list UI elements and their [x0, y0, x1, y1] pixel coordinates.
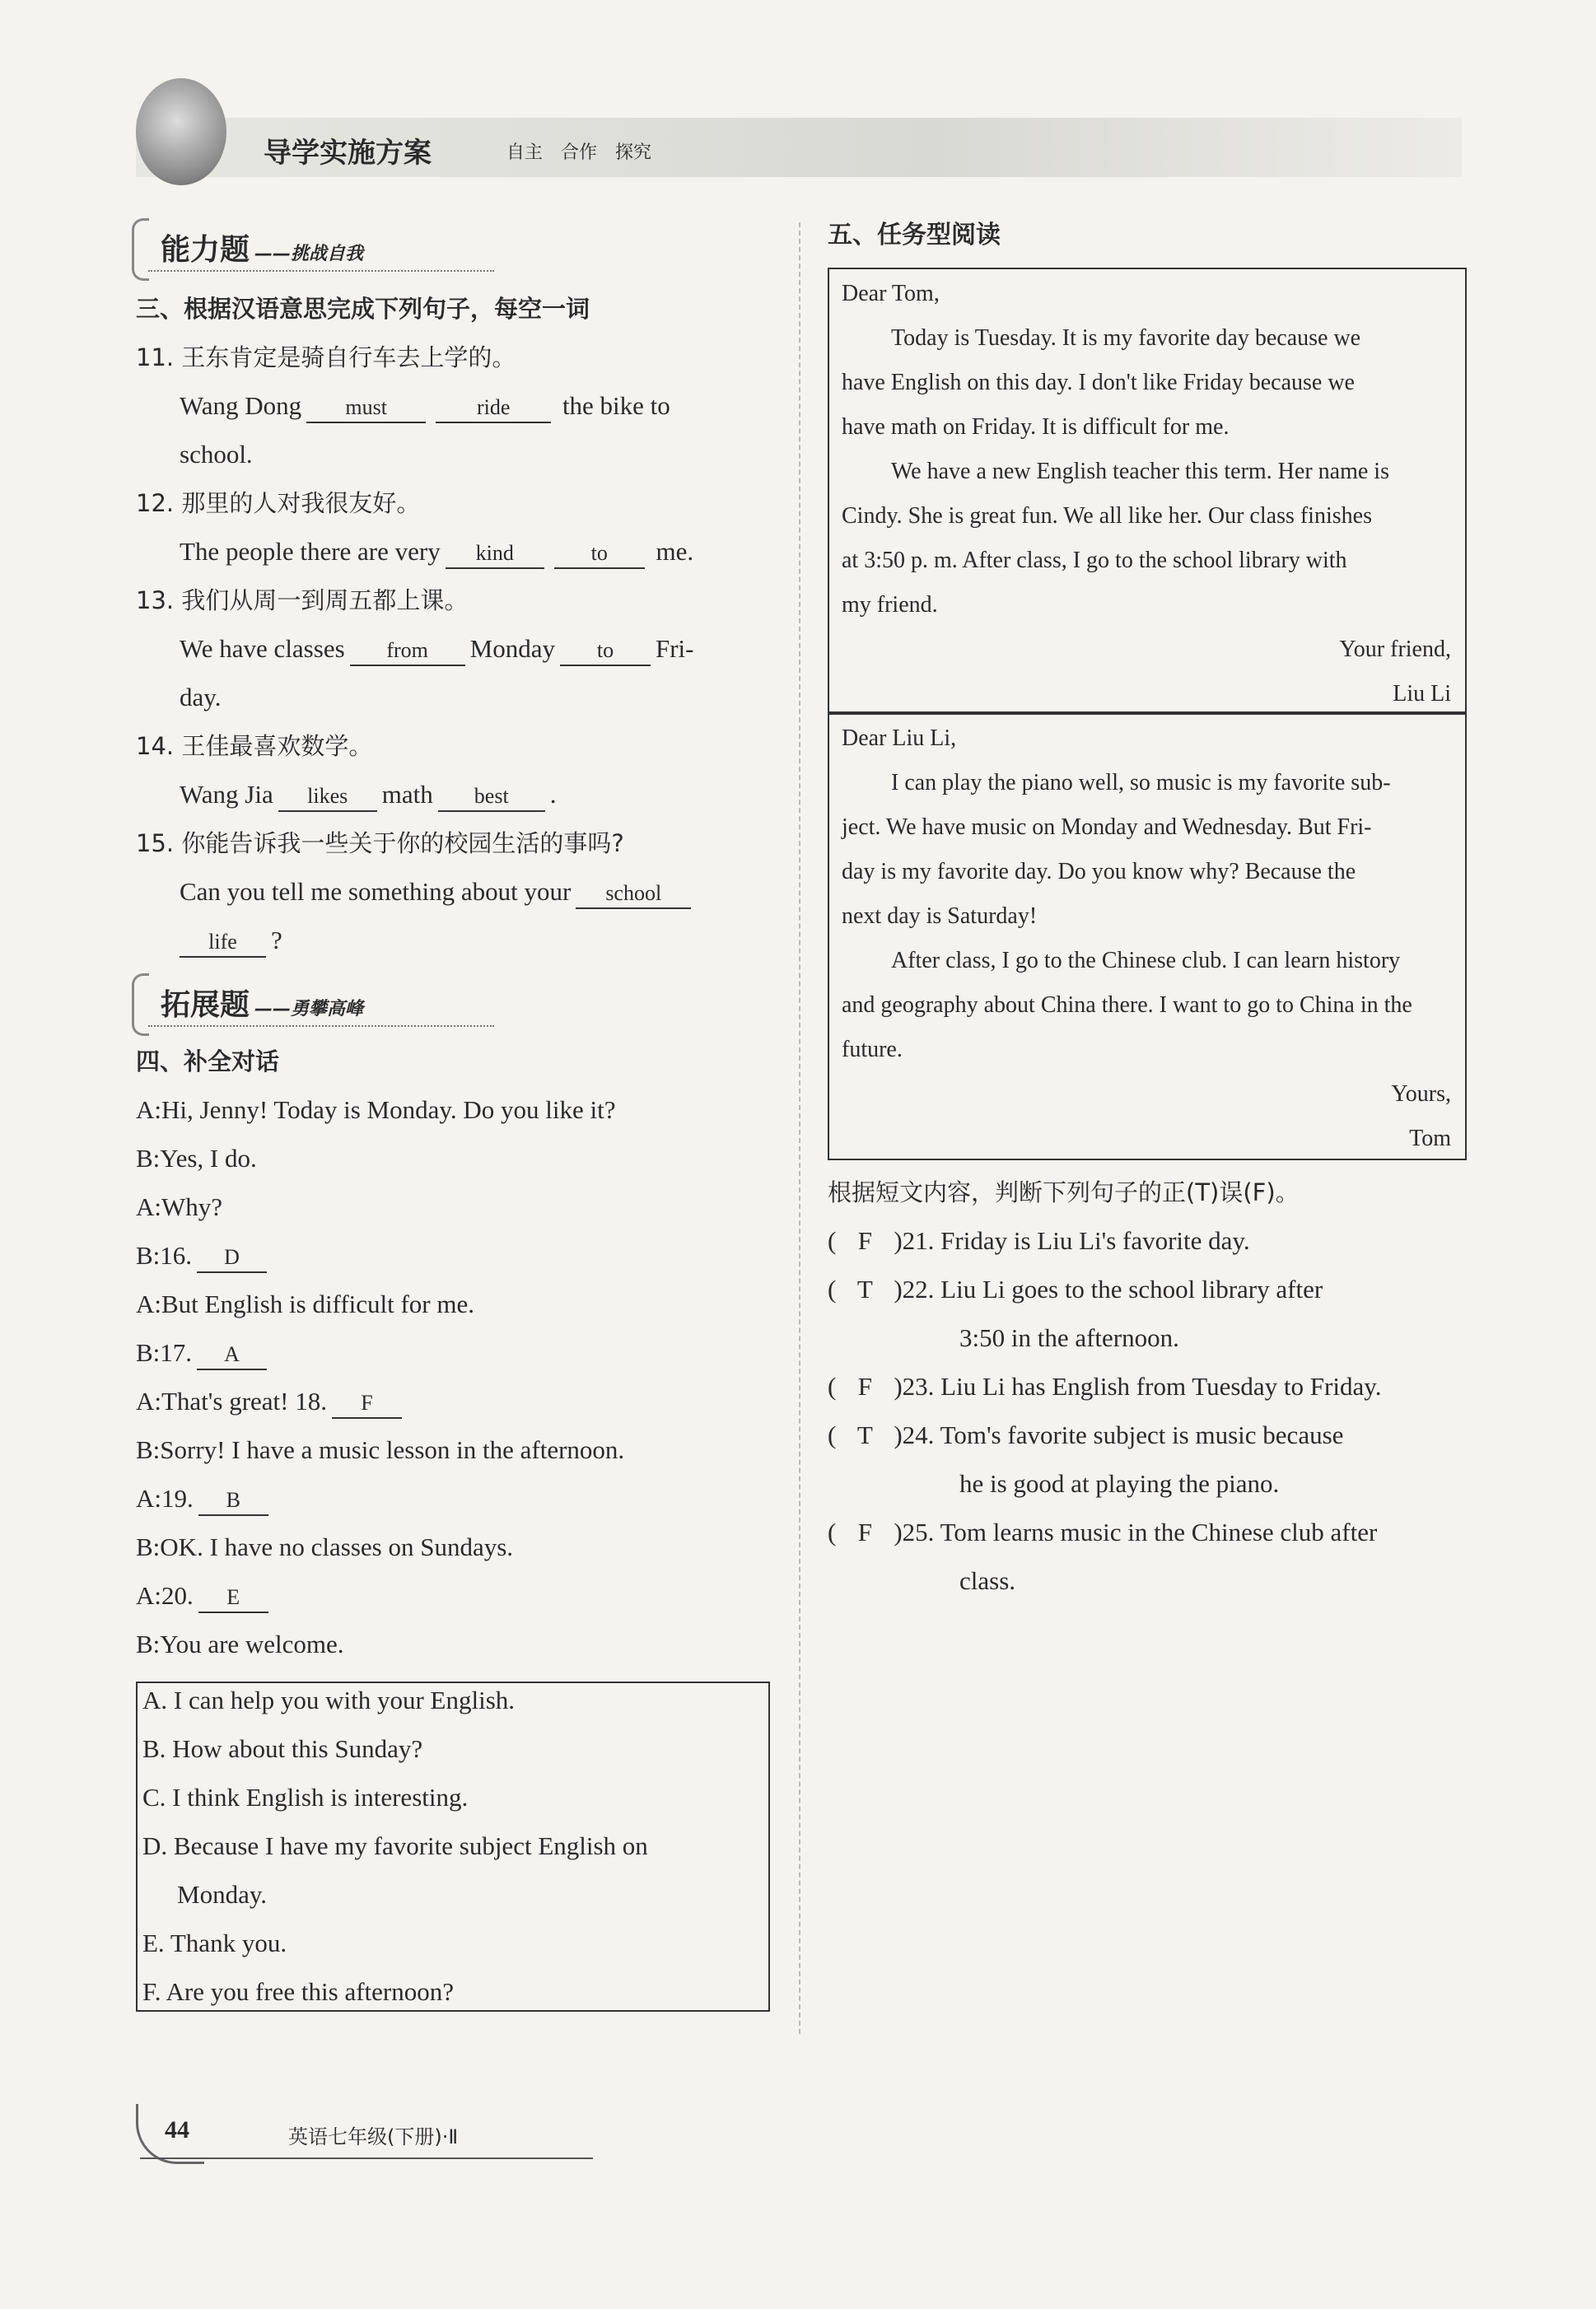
tf-item: ( T )24. Tom's favorite subject is music because [828, 1417, 1343, 1453]
section-bracket [132, 218, 149, 281]
tf-answer[interactable]: F [857, 1372, 872, 1401]
q15-cn: 15. 你能告诉我一些关于你的校园生活的事吗? [136, 829, 624, 857]
q12-cn: 12. 那里的人对我很友好。 [136, 489, 421, 517]
tf-text: )23. Liu Li has English from Tuesday to Friday. [894, 1372, 1382, 1401]
tf-item-cont: 3:50 in the afternoon. [959, 1323, 1179, 1352]
letter2-line: I can play the piano well, so music is my favorite sub- [891, 770, 1391, 795]
tf-item: ( F )21. Friday is Liu Li's favorite day. [828, 1223, 1250, 1259]
q11-en: Wang Dong must ride the bike to [180, 388, 768, 424]
dialog-text: B:Yes, I do. [136, 1144, 257, 1173]
dialog-line [136, 1481, 273, 1517]
letter2-line: Tom [1409, 1126, 1451, 1151]
letter1-line: Liu Li [1393, 681, 1451, 707]
blank[interactable]: from [350, 637, 465, 666]
tf-answer[interactable]: F [857, 1518, 872, 1546]
letter2-line: next day is Saturday! [842, 903, 1038, 929]
blank[interactable]: likes [278, 782, 377, 812]
blank[interactable]: ride [436, 394, 551, 423]
tf-item: ( F )23. Liu Li has English from Tuesday to Friday. [828, 1369, 1381, 1405]
letter2-line: and geography about China there. I want to go to China in the [842, 992, 1412, 1018]
blank[interactable]: kind [446, 539, 544, 569]
answer-blank[interactable]: E [198, 1584, 268, 1613]
header-subtitle: 自主 合作 探究 [506, 142, 652, 163]
q15-cont: life ? [175, 922, 282, 959]
blank[interactable]: school [576, 879, 691, 909]
dialog-text: A:But English is difficult for me. [136, 1290, 475, 1318]
dialog-line [136, 1238, 272, 1274]
dialog-text: A:19. [136, 1484, 194, 1513]
dialog-text: B:OK. I have no classes on Sundays. [136, 1532, 514, 1561]
footer-line [140, 2157, 593, 2159]
dialog-line [136, 1383, 407, 1420]
letter1-line: We have a new English teacher this term. Her name is [891, 459, 1389, 484]
answer-blank[interactable]: B [198, 1486, 268, 1516]
letter1-line: have English on this day. I don't like Friday because we [842, 370, 1355, 395]
dialog-line [136, 1578, 273, 1614]
section-underline [148, 270, 494, 272]
dialog-line [136, 1141, 257, 1177]
dialog-text: B:16. [136, 1241, 193, 1270]
tf-text: )22. Liu Li goes to the school library after [894, 1275, 1323, 1304]
tf-item-cont: class. [959, 1566, 1016, 1595]
tf-item: ( F )25. Tom learns music in the Chinese club after [828, 1514, 1377, 1551]
answer-blank[interactable]: D [197, 1243, 267, 1273]
dialog-line [136, 1432, 624, 1468]
letter2-line: ject. We have music on Monday and Wednesday. But Fri- [842, 814, 1372, 840]
part4-heading: 四、补全对话 [136, 1047, 280, 1075]
mascot-logo [136, 78, 226, 185]
dialog-line [136, 1189, 222, 1225]
letter2-line: day is my favorite day. Do you know why? Because the [842, 859, 1356, 884]
dialog-text: A:Hi, Jenny! Today is Monday. Do you like it? [136, 1095, 616, 1124]
dialog-text: A:That's great! 18. [136, 1387, 327, 1416]
letter1-line: Dear Tom, [842, 281, 940, 306]
page-number: 44 [165, 2116, 189, 2143]
q13-en: We have classes from Monday to Fri- [180, 631, 693, 667]
option-item: C. I think English is interesting. [142, 1783, 469, 1812]
dialog-line [136, 1092, 615, 1128]
q13-cont: day. [180, 683, 222, 711]
q15-en: Can you tell me something about your school [180, 874, 696, 910]
blank[interactable]: to [560, 637, 651, 666]
blank[interactable]: must [306, 394, 426, 423]
letter1-line: at 3:50 p. m. After class, I go to the school library with [842, 548, 1347, 573]
section-underline [148, 1025, 494, 1027]
book-title: 英语七年级(下册)·Ⅱ [288, 2125, 459, 2148]
blank[interactable]: life [180, 928, 266, 958]
letter1-line: have math on Friday. It is difficult for me. [842, 414, 1230, 440]
letter2-line: Yours, [1391, 1081, 1451, 1107]
tf-instruction: 根据短文内容，判断下列句子的正(T)误(F)。 [828, 1178, 1300, 1206]
dialog-text: B:You are welcome. [136, 1630, 344, 1658]
dialog-line [136, 1286, 474, 1322]
letter2-line: Dear Liu Li, [842, 725, 957, 751]
letter1-line: Today is Tuesday. It is my favorite day because we [891, 325, 1361, 351]
header-title: 导学实施方案 [264, 137, 432, 170]
q11-cn: 11. 王东肯定是骑自行车去上学的。 [136, 343, 516, 371]
blank[interactable]: best [438, 782, 545, 812]
dialog-line [136, 1335, 272, 1371]
option-item: Monday. [177, 1880, 268, 1909]
tf-text: )25. Tom learns music in the Chinese club after [894, 1518, 1378, 1546]
dialog-text: A:Why? [136, 1192, 223, 1221]
letter2-line: future. [842, 1037, 903, 1062]
tf-answer[interactable]: T [856, 1275, 873, 1304]
letter1-line: Your friend, [1339, 637, 1451, 662]
tf-text: )21. Friday is Liu Li's favorite day. [894, 1226, 1250, 1255]
letter1-line: my friend. [842, 592, 938, 618]
dialog-text: B:17. [136, 1338, 193, 1367]
section-ability: 能力题 ——挑战自我 [161, 233, 364, 267]
section-extension: 拓展题 ——勇攀高峰 [161, 988, 364, 1022]
dialog-line [136, 1626, 344, 1663]
q11-cont: school. [180, 440, 253, 469]
tf-item-cont: he is good at playing the piano. [959, 1469, 1280, 1498]
q12-en: The people there are very kind to me. [180, 534, 693, 570]
tf-answer[interactable]: F [857, 1226, 872, 1255]
tf-text: )24. Tom's favorite subject is music because [894, 1420, 1344, 1449]
q14-cn: 14. 王佳最喜欢数学。 [136, 732, 373, 760]
column-divider [799, 222, 800, 2034]
letter1-line: Cindy. She is great fun. We all like her. Our class finishes [842, 503, 1372, 529]
option-item: E. Thank you. [142, 1929, 287, 1957]
dialog-line [136, 1529, 513, 1565]
letter2-line: After class, I go to the Chinese club. I can learn history [891, 948, 1401, 973]
blank[interactable]: to [554, 539, 645, 569]
q13-cn: 13. 我们从周一到周五都上课。 [136, 586, 469, 614]
tf-answer[interactable]: T [856, 1420, 873, 1449]
part3-heading: 三、根据汉语意思完成下列句子，每空一词 [136, 295, 590, 323]
tf-item: ( T )22. Liu Li goes to the school library after [828, 1271, 1323, 1308]
dialog-text: B:Sorry! I have a music lesson in the afternoon. [136, 1435, 625, 1464]
option-item: A. I can help you with your English. [142, 1686, 516, 1714]
answer-blank[interactable]: A [197, 1341, 267, 1370]
section-bracket [132, 973, 149, 1036]
q14-en: Wang Jia likes math best . [180, 777, 556, 813]
answer-blank[interactable]: F [332, 1389, 402, 1419]
option-item: B. How about this Sunday? [142, 1734, 423, 1763]
part5-heading: 五、任务型阅读 [828, 221, 1001, 250]
option-item: F. Are you free this afternoon? [142, 1977, 455, 2006]
option-item: D. Because I have my favorite subject English on [142, 1831, 648, 1860]
dialog-text: A:20. [136, 1581, 194, 1610]
